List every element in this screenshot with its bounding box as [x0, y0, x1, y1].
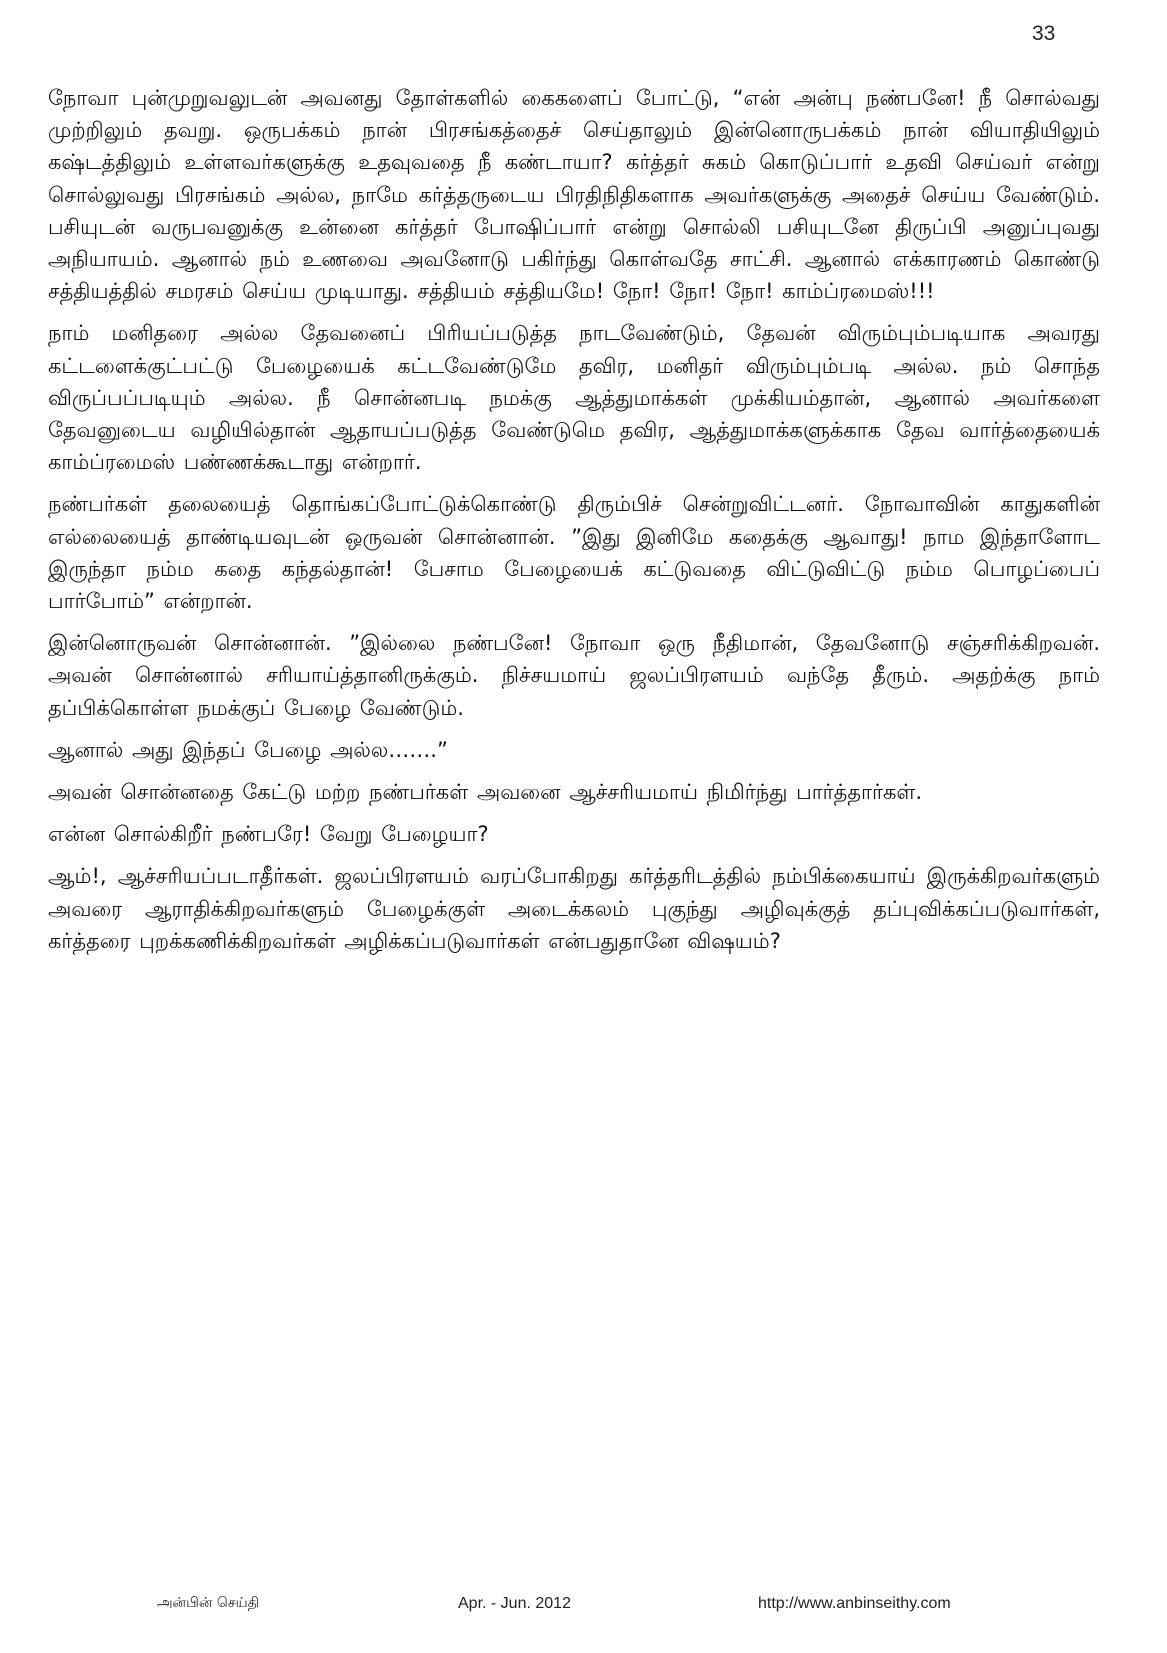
paragraph-6: அவன் சொன்னதை கேட்டு மற்ற நண்பர்கள் அவனை ஆச்சரியமாய் நிமிர்ந்து பார்த்தார்கள். — [48, 780, 923, 805]
footer-issue-date: Apr. - Jun. 2012 — [458, 1595, 571, 1612]
paragraph-3: நண்பர்கள் தலையைத் தொங்கப்போட்டுக்கொண்டு திரும்பிச் சென்றுவிட்டனர். நோவாவின் காதுகளின் எல்லையைத் தாண்டியவுடன் ஒருவன் சொன்னான். ”இது இனிமே கதைக்கு ஆவாது! நாம இந்தாளோட இருந்தா நம்ம கதை கந்தல்தான்! பேசாம பேழையைக் கட்டுவதை விட்டுவிட்டு நம்ம பொழப்பைப் பார்போம்” என்றான். — [48, 492, 1100, 614]
paragraph-8: ஆம்!, ஆச்சரியப்படாதீர்கள். ஜலப்பிரளயம் வரப்போகிறது கர்த்தரிடத்தில் நம்பிக்கையாய் இருக்கிறவர்களும் அவரை ஆராதிக்கிறவர்களும் பேழைக்குள் அடைக்கலம் புகுந்து அழிவுக்குத் தப்புவிக்கப்படுவார்கள், கர்த்தரை புறக்கணிக்கிறவர்கள் அழிக்கப்படுவார்கள் என்பதுதானே விஷயம்? — [48, 864, 1100, 953]
page-footer — [0, 1595, 1167, 1625]
footer-magazine-name: அன்பின் செய்தி — [157, 1595, 260, 1611]
paragraph-4: இன்னொருவன் சொன்னான். ”இல்லை நண்பனே! நோவா ஒரு நீதிமான், தேவனோடு சஞ்சரிக்கிறவன். அவன் சொன்னால் சரியாய்த்தானிருக்கும். நிச்சயமாய் ஜலப்பிரளயம் வந்தே தீரும். அதற்க்கு நாம் தப்பிக்கொள்ள நமக்குப் பேழை வேண்டும். — [48, 631, 1100, 720]
paragraph-2: நாம் மனிதரை அல்ல தேவனைப் பிரியப்படுத்த நாடவேண்டும், தேவன் விரும்பும்படியாக அவரது கட்டளைக்குட்பட்டு பேழையைக் கட்டவேண்டுமே தவிர, மனிதர் விரும்பும்படி அல்ல. நம் சொந்த விருப்பப்படியும் அல்ல. நீ சொன்னபடி நமக்கு ஆத்துமாக்கள் முக்கியம்தான், ஆனால் அவர்களை தேவனுடைய வழியில்தான் ஆதாயப்படுத்த வேண்டுமெ தவிர, ஆத்துமாக்களுக்காக தேவ வார்த்தையைக் காம்ப்ரமைஸ் பண்ணக்கூடாது என்றார். — [48, 321, 1100, 475]
page-number: 33 — [1032, 22, 1056, 45]
paragraph-5: ஆனால் அது இந்தப் பேழை அல்ல…….” — [48, 737, 448, 762]
article-body — [48, 82, 1100, 967]
paragraph-1: நோவா புன்முறுவலுடன் அவனது தோள்களில் கைகளைப் போட்டு, “என் அன்பு நண்பனே! நீ சொல்வது முற்றிலும் தவறு. ஒருபக்கம் நான் பிரசங்கத்தைச் செய்தாலும் இன்னொருபக்கம் நான் வியாதியிலும் கஷ்டத்திலும் உள்ளவர்களுக்கு உதவுவதை நீ கண்டாயா? கர்த்தர் சுகம் கொடுப்பார் உதவி செய்வர் என்று சொல்லுவது பிரசங்கம் அல்ல, நாமே கர்த்தருடைய பிரதிநிதிகளாக அவர்களுக்கு அதைச் செய்ய வேண்டும். பசியுடன் வருபவனுக்கு உன்னை கர்த்தர் போஷிப்பார் என்று சொல்லி பசியுடனே திருப்பி அனுப்புவது அநியாயம். ஆனால் நம் உணவை அவனோடு பகிர்ந்து கொள்வதே சாட்சி. ஆனால் எக்காரணம் கொண்டு சத்தியத்தில் சமரசம் செய்ய முடியாது. சத்தியம் சத்தியமே! நோ! நோ! நோ! காம்ப்ரமைஸ்!!! — [48, 86, 1100, 304]
footer-website: http://www.anbinseithy.com — [758, 1595, 951, 1612]
paragraph-7: என்ன சொல்கிறீர் நண்பரே! வேறு பேழையா? — [48, 822, 489, 847]
